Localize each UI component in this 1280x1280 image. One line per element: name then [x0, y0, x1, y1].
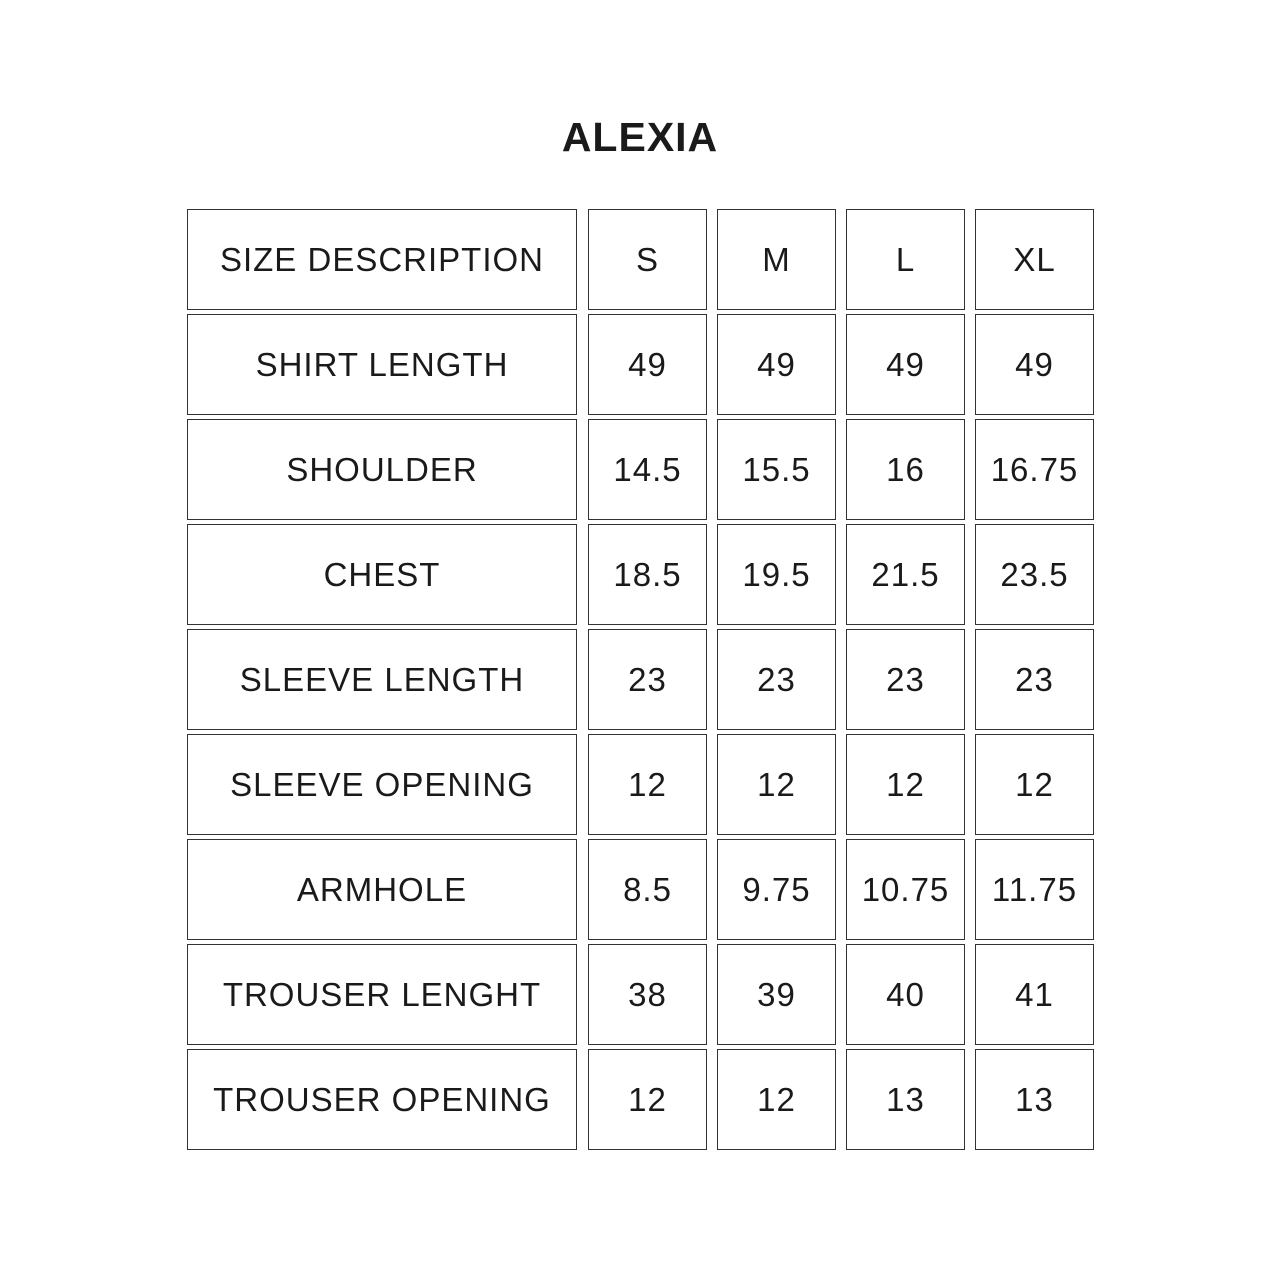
table-cell: 38 — [588, 944, 707, 1045]
table-cell: 40 — [846, 944, 965, 1045]
table-cell: 10.75 — [846, 839, 965, 940]
header-cell-xl: XL — [975, 209, 1094, 310]
table-cell: 12 — [975, 734, 1094, 835]
table-cell: 13 — [975, 1049, 1094, 1150]
row-label-armhole: ARMHOLE — [187, 839, 577, 940]
header-cell-size-description: SIZE DESCRIPTION — [187, 209, 577, 310]
table-cell: 16.75 — [975, 419, 1094, 520]
table-cell: 49 — [846, 314, 965, 415]
header-cell-l: L — [846, 209, 965, 310]
table-cell: 41 — [975, 944, 1094, 1045]
table-cell: 21.5 — [846, 524, 965, 625]
header-cell-s: S — [588, 209, 707, 310]
row-label-trouser-length: TROUSER LENGHT — [187, 944, 577, 1045]
table-cell: 49 — [975, 314, 1094, 415]
table-cell: 49 — [588, 314, 707, 415]
table-cell: 9.75 — [717, 839, 836, 940]
table-cell: 23 — [975, 629, 1094, 730]
row-label-sleeve-opening: SLEEVE OPENING — [187, 734, 577, 835]
page-title: ALEXIA — [561, 114, 719, 160]
table-cell: 39 — [717, 944, 836, 1045]
row-label-shirt-length: SHIRT LENGTH — [187, 314, 577, 415]
table-cell: 23.5 — [975, 524, 1094, 625]
table-cell: 23 — [717, 629, 836, 730]
table-cell: 13 — [846, 1049, 965, 1150]
table-cell: 14.5 — [588, 419, 707, 520]
table-cell: 19.5 — [717, 524, 836, 625]
table-cell: 12 — [717, 734, 836, 835]
header-cell-m: M — [717, 209, 836, 310]
table-cell: 18.5 — [588, 524, 707, 625]
table-cell: 12 — [588, 734, 707, 835]
table-cell: 16 — [846, 419, 965, 520]
table-cell: 23 — [846, 629, 965, 730]
table-cell: 11.75 — [975, 839, 1094, 940]
row-label-trouser-opening: TROUSER OPENING — [187, 1049, 577, 1150]
table-cell: 12 — [717, 1049, 836, 1150]
table-cell: 8.5 — [588, 839, 707, 940]
table-cell: 15.5 — [717, 419, 836, 520]
row-label-sleeve-length: SLEEVE LENGTH — [187, 629, 577, 730]
table-cell: 12 — [588, 1049, 707, 1150]
table-cell: 23 — [588, 629, 707, 730]
table-cell: 12 — [846, 734, 965, 835]
row-label-shoulder: SHOULDER — [187, 419, 577, 520]
table-cell: 49 — [717, 314, 836, 415]
row-label-chest: CHEST — [187, 524, 577, 625]
